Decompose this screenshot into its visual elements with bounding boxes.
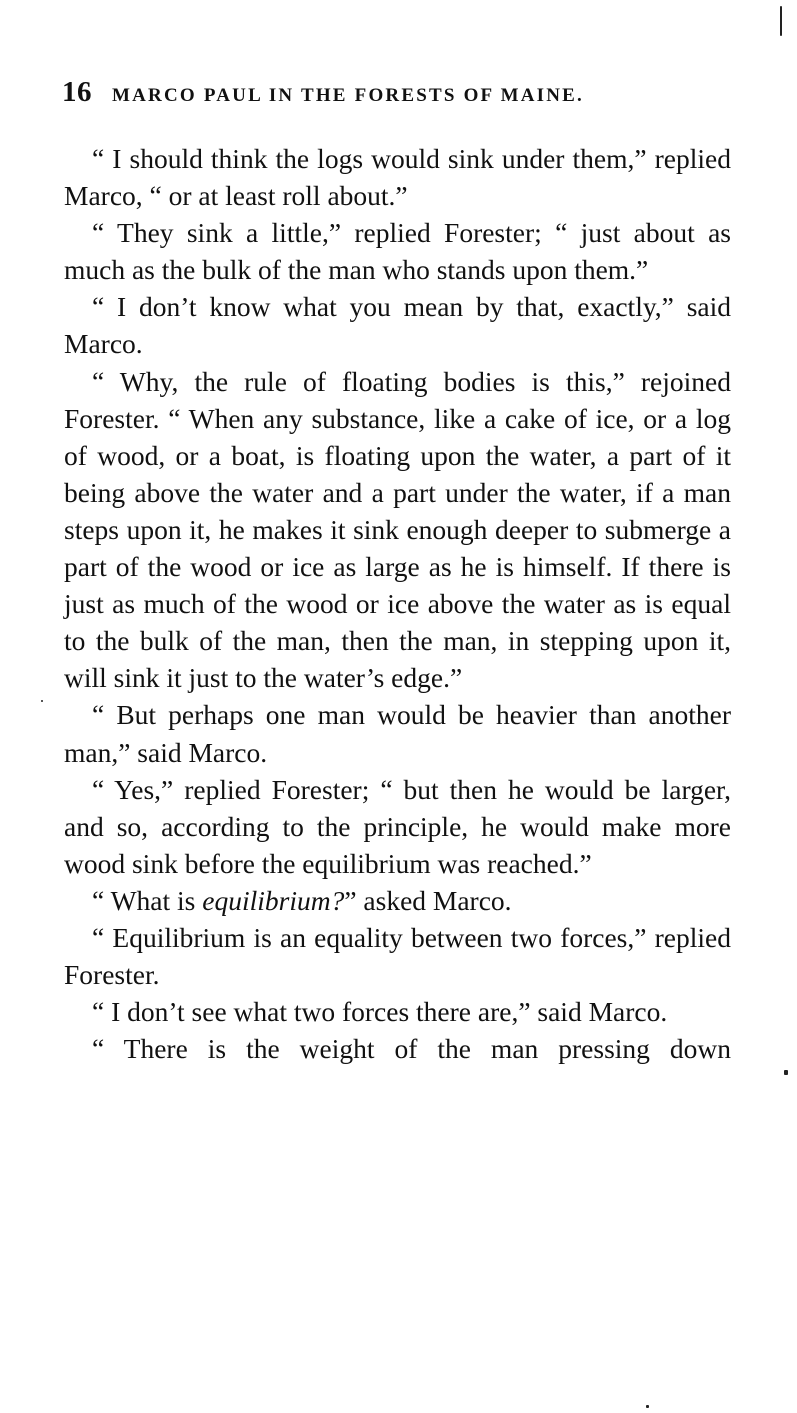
- paragraph: [64, 882, 731, 919]
- page-body: [64, 140, 731, 1067]
- paragraph: “ Why, the rule of floating bodies is this,” rejoined Forester. “ When any substance, like a cake of ice, or a log of wood, or a boat, is floating upon the water, a part of it being above the water and a part under the water, if a man steps upon it, he makes it sink enough deeper to submerge a part of the wood or ice as large as he is himself. If there is just as much of the wood or ice above the water as is equal to the bulk of the man, then the man, in stepping upon it, will sink it just to the water’s edge.”: [64, 365, 731, 694]
- paragraph-text-after: ” asked Marco.: [344, 884, 512, 916]
- paragraph: “ I don’t know what you mean by that, exactly,” said Marco.: [64, 291, 731, 360]
- paragraph: “ There is the weight of the man pressing down: [92, 1033, 731, 1065]
- paragraph: “ I should think the logs would sink under them,” replied Marco, “ or at least roll about.”: [64, 143, 731, 212]
- scan-speck: [780, 6, 782, 36]
- page-header: [62, 76, 742, 116]
- paragraph: “ Yes,” replied Forester; “ but then he would be larger, and so, according to the principle, he would make more wood sink before the equilibrium was reached.”: [64, 773, 731, 879]
- paragraph: “ Equilibrium is an equality between two forces,” replied Forester.: [64, 921, 731, 991]
- paragraph: “ They sink a little,” replied Forester; “ just about as much as the bulk of the man who stands upon them.”: [64, 217, 731, 286]
- running-head: MARCO PAUL IN THE FORESTS OF MAINE.: [112, 85, 584, 106]
- scan-speck: [784, 1070, 788, 1075]
- scan-speck: [41, 700, 43, 702]
- paragraph-text-before: “ What is: [92, 884, 203, 916]
- scan-speck: [646, 1405, 649, 1408]
- page-number: 16: [62, 76, 92, 108]
- paragraph: “ But perhaps one man would be heavier than another man,” said Marco.: [64, 699, 731, 768]
- italic-term: equilibrium?: [202, 884, 345, 916]
- paragraph: “ I don’t see what two forces there are,” said Marco.: [92, 996, 668, 1028]
